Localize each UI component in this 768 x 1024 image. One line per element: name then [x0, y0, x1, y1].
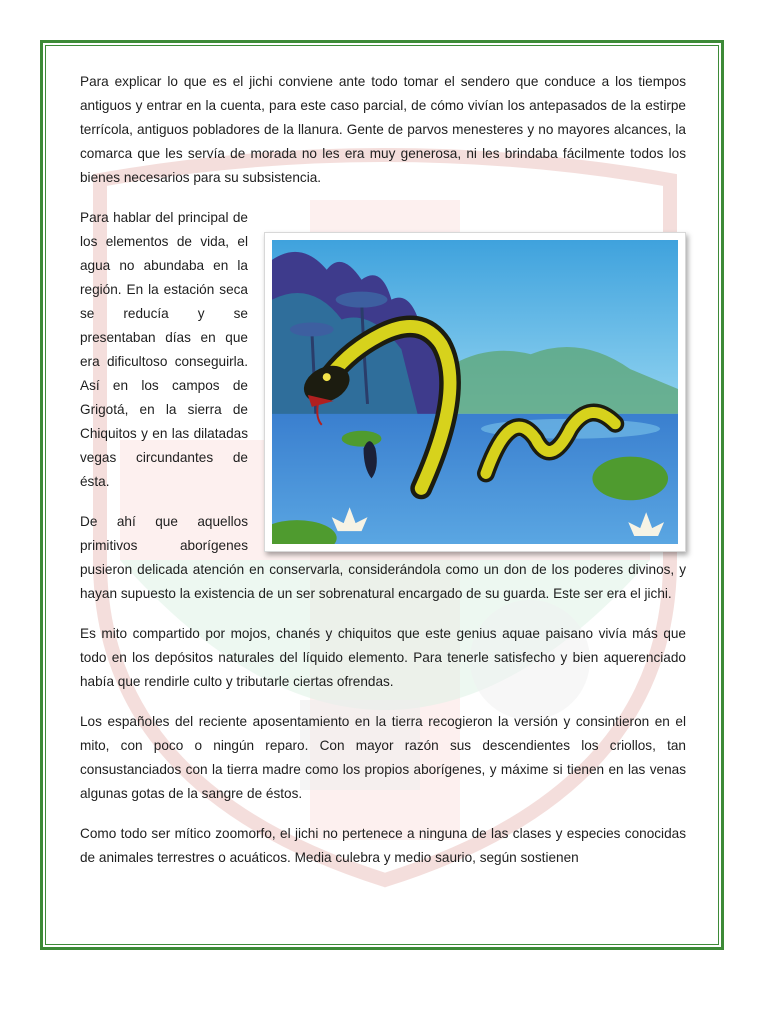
paragraph: Los españoles del reciente aposentamiento en la tierra recogieron la versión y consintieron en el mito, con poco o ningún reparo. Con mayor razón sus descendientes los criollos, tan consustanciados con la tierra madre como los propios aborígenes, y máxime si tienen en las venas algunas gotas de la sangre de éstos. [80, 714, 686, 801]
paragraph: Para hablar del principal de los elementos de vida, el agua no abundaba en la región. En la estación seca se reducía y se presentaban días en que era dificultoso conseguirla. Así en los campos de Grigotá, en la sierra de Chiquitos y en las dilatadas vegas circundantes de ésta. [80, 210, 248, 489]
paragraph: Para explicar lo que es el jichi conviene ante todo tomar el sendero que conduce a los tiempos antiguos y entrar en la cuenta, para este caso parcial, de cómo vivían los antepasados de la estirpe terrícola, antiguos pobladores de la llanura. Gente de parvos menesteres y no mayores alcances, la comarca que les servía de morada no les era muy generosa, ni les brindaba fácilmente todos los bienes necesarios para su subsistencia. [80, 74, 686, 185]
paragraph: Como todo ser mítico zoomorfo, el jichi no pertenece a ninguna de las clases y especies conocidas de animales terrestres o acuáticos. Media culebra y medio saurio, según sostienen [80, 826, 686, 865]
paragraph: Es mito compartido por mojos, chanés y chiquitos que este genius aquae paisano vivía más que todo en los depósitos naturales del líquido elemento. Para tenerle satisfecho y bien aquerenciado había que rendirle culto y tributarle ciertas ofrendas. [80, 626, 686, 689]
document-body [80, 70, 686, 886]
paragraph: De ahí que aquellos primitivos aborígenes pusieron delicada atención en conservarla, considerándola como un don de los poderes divinos, y hayan supuesto la existencia de un ser sobrenatural encargado de su guarda. Este ser era el jichi. [80, 514, 686, 601]
jichi-serpent-illustration [264, 232, 686, 552]
